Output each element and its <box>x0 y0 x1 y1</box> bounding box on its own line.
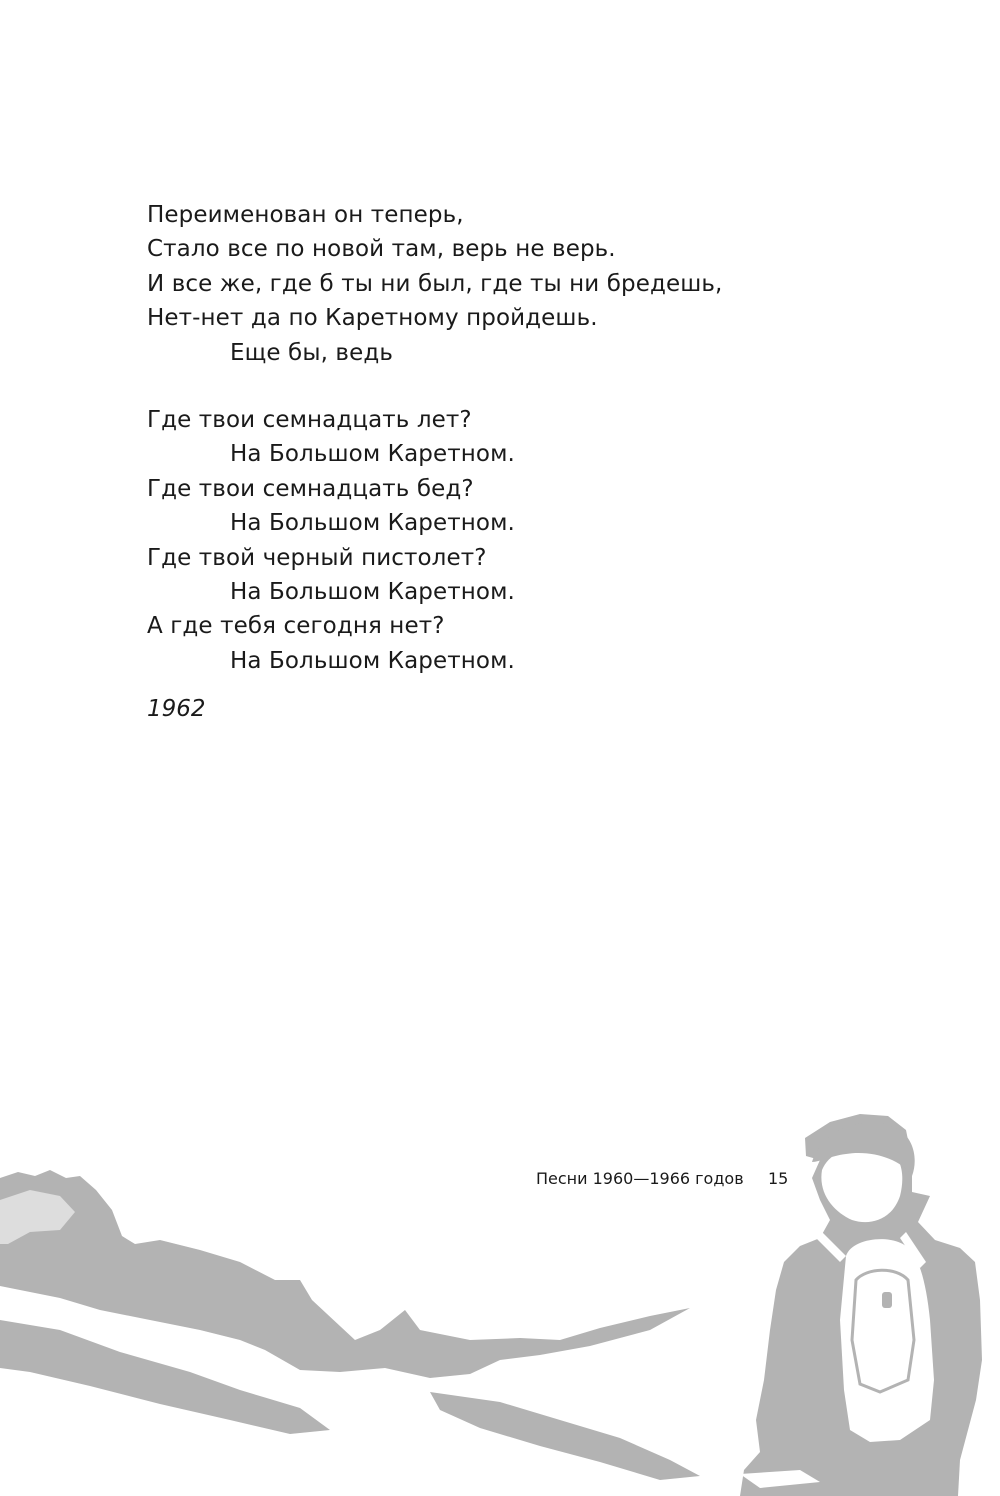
poem-line: Где твои семнадцать лет? <box>147 407 472 434</box>
mountain-hiker-icon <box>0 1110 1000 1496</box>
poem-line: Где твои семнадцать бед? <box>147 475 474 502</box>
poem <box>147 198 907 711</box>
poem-line-indented: Еще бы, ведь <box>230 339 393 366</box>
page-number: 15 <box>768 1169 789 1188</box>
poem-line: Переименован он теперь, <box>147 202 464 228</box>
running-footer-title: Песни 1960—1966 годов <box>536 1169 744 1188</box>
poem-line: Стало все по новой там, верь не верь. <box>147 236 616 263</box>
poem-line-indented: На Большом Каретном. <box>230 647 515 674</box>
poem-year: 1962 <box>147 696 206 722</box>
stanza-2 <box>147 403 907 678</box>
poem-line-indented: На Большом Каретном. <box>230 441 515 468</box>
poem-line: И все же, где б ты ни был, где ты ни бредешь, <box>147 270 723 297</box>
poem-line: Нет-нет да по Каретному пройдешь. <box>147 305 598 332</box>
poem-line-indented: На Большом Каретном. <box>230 510 515 537</box>
poem-line: А где тебя сегодня нет? <box>147 613 445 640</box>
poem-line-indented: На Большом Каретном. <box>230 579 515 606</box>
poem-line: Где твой черный пистолет? <box>147 544 487 571</box>
stanza-1 <box>147 198 907 370</box>
